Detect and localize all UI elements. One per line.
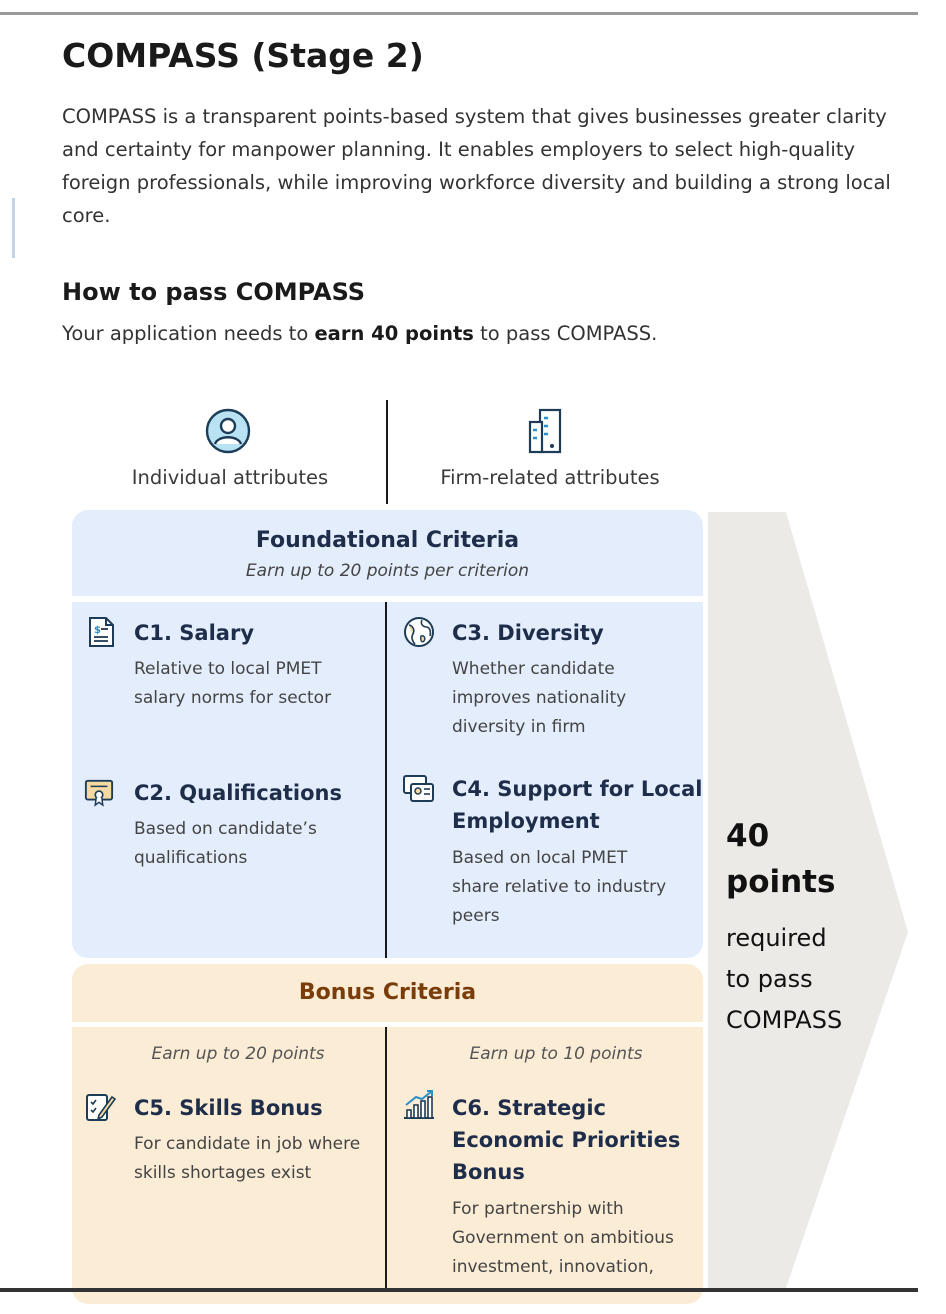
firm-attributes-label: Firm-related attributes	[440, 466, 660, 489]
left-margin-marker	[12, 198, 15, 258]
page-title: COMPASS (Stage 2)	[62, 36, 424, 75]
id-cards-icon	[402, 773, 436, 805]
c6-earn-note: Earn up to 10 points	[469, 1044, 643, 1064]
document-dollar-icon	[86, 616, 116, 648]
checklist-pencil-icon	[84, 1091, 116, 1123]
section-title: How to pass COMPASS	[62, 278, 366, 306]
c3-description: Whether candidate improves nationality diversity in firm	[452, 659, 627, 737]
c4-title: C4. Support for Local Employment	[452, 777, 703, 833]
required-points-number: 40	[726, 818, 770, 854]
c6-description: For partnership with Government on ambitious investment, innovation,	[452, 1199, 674, 1277]
foundational-title: Foundational Criteria	[255, 528, 520, 553]
points-highlight: earn 40 points	[314, 322, 474, 345]
required-points-word: points	[726, 864, 836, 900]
foundational-divider	[385, 602, 387, 958]
bonus-title: Bonus Criteria	[298, 980, 477, 1005]
top-divider	[0, 12, 918, 15]
column-divider	[386, 400, 388, 504]
c1-description: Relative to local PMET salary norms for sector	[134, 659, 332, 708]
c5-title: C5. Skills Bonus	[134, 1096, 323, 1120]
globe-icon	[403, 616, 435, 648]
c2-description: Based on candidate’s qualifications	[134, 819, 317, 868]
svg-text:$: $	[94, 625, 101, 636]
c2-title: C2. Qualifications	[134, 781, 342, 805]
c3-title: C3. Diversity	[452, 621, 604, 645]
person-icon	[205, 408, 251, 454]
bonus-divider	[385, 1027, 387, 1292]
c5-description: For candidate in job where skills shortages exist	[134, 1134, 361, 1183]
growth-chart-icon	[402, 1089, 436, 1121]
building-icon	[526, 406, 566, 456]
bonus-separator	[72, 1022, 703, 1027]
certificate-icon	[84, 776, 114, 808]
c1-title: C1. Salary	[134, 621, 255, 645]
foundational-subtitle: Earn up to 20 points per criterion	[245, 561, 530, 581]
c6-title: C6. Strategic Economic Priorities Bonus	[452, 1096, 681, 1184]
individual-attributes-label: Individual attributes	[131, 466, 329, 489]
foundational-separator	[72, 596, 703, 602]
foundational-header	[72, 510, 703, 596]
section-subtitle: Your application needs to earn 40 points to pass COMPASS.	[62, 322, 658, 345]
bonus-header	[72, 964, 703, 1022]
c4-description: Based on local PMET share relative to industry peers	[452, 848, 667, 926]
c5-earn-note: Earn up to 20 points	[151, 1044, 325, 1064]
required-points-caption: required to pass COMPASS	[726, 924, 843, 1034]
intro-paragraph: COMPASS is a transparent points-based system that gives businesses greater clarity and certainty for manpower planning. It enables employers to select high-quality foreign professionals, while improving workforce diversity and building a strong local core.	[62, 105, 891, 227]
points-arrow	[708, 512, 908, 1288]
bottom-divider	[0, 1288, 918, 1292]
